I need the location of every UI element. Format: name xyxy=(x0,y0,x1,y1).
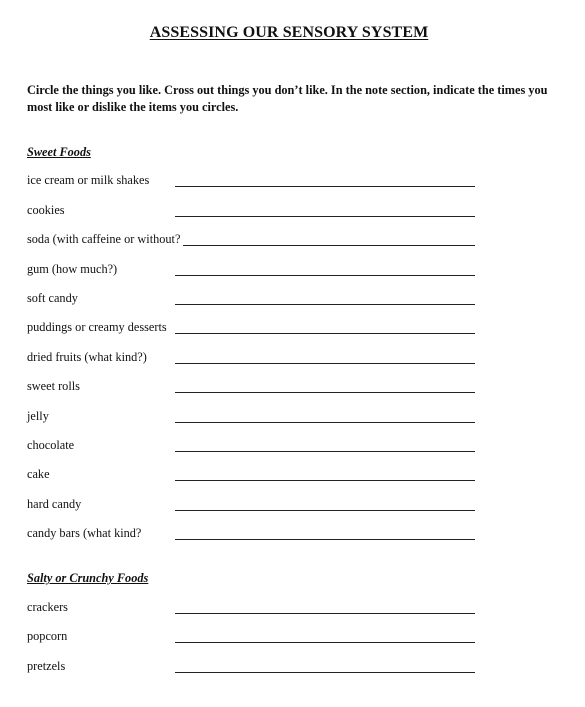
note-line[interactable] xyxy=(175,613,475,614)
note-line[interactable] xyxy=(175,422,475,423)
list-item xyxy=(27,438,487,456)
item-label: jelly xyxy=(27,409,49,423)
note-line[interactable] xyxy=(175,672,475,673)
section-title-sweet-foods: Sweet Foods xyxy=(27,145,91,159)
item-label: dried fruits (what kind?) xyxy=(27,350,147,364)
item-label: candy bars (what kind? xyxy=(27,526,142,540)
note-line[interactable] xyxy=(175,510,475,511)
note-line[interactable] xyxy=(175,539,475,540)
item-label: gum (how much?) xyxy=(27,262,118,276)
page-title: ASSESSING OUR SENSORY SYSTEM xyxy=(149,24,429,41)
note-line[interactable] xyxy=(175,363,475,364)
list-item xyxy=(27,320,487,338)
item-label: soda (with caffeine or without? xyxy=(27,232,181,246)
list-item xyxy=(27,203,487,221)
list-item xyxy=(27,350,487,368)
list-item xyxy=(27,600,487,618)
note-line[interactable] xyxy=(175,275,475,276)
note-line[interactable] xyxy=(175,216,475,217)
list-item xyxy=(27,409,487,427)
section-title-salty-crunchy-foods: Salty or Crunchy Foods xyxy=(27,571,149,585)
item-label: ice cream or milk shakes xyxy=(27,173,150,187)
item-label: sweet rolls xyxy=(27,379,80,393)
list-item xyxy=(27,497,487,515)
note-line[interactable] xyxy=(175,392,475,393)
item-label: popcorn xyxy=(27,629,68,643)
note-line[interactable] xyxy=(175,304,475,305)
list-item xyxy=(27,467,487,485)
note-line[interactable] xyxy=(175,642,475,643)
item-label: crackers xyxy=(27,600,68,614)
note-line[interactable] xyxy=(175,451,475,452)
item-label: puddings or creamy desserts xyxy=(27,320,167,334)
item-label: chocolate xyxy=(27,438,75,452)
item-label: pretzels xyxy=(27,659,66,673)
list-item xyxy=(27,659,487,677)
list-item xyxy=(27,173,487,191)
list-item xyxy=(27,629,487,647)
item-label: cake xyxy=(27,467,50,481)
list-item xyxy=(27,379,487,397)
note-line[interactable] xyxy=(175,333,475,334)
list-item xyxy=(27,232,487,250)
list-item xyxy=(27,526,487,544)
note-line[interactable] xyxy=(175,186,475,187)
note-line[interactable] xyxy=(175,480,475,481)
note-line[interactable] xyxy=(183,245,475,246)
list-item xyxy=(27,291,487,309)
item-label: hard candy xyxy=(27,497,82,511)
item-label: soft candy xyxy=(27,291,78,305)
list-item xyxy=(27,262,487,280)
instructions-text: Circle the things you like. Cross out things you don’t like. In the note section, indicate the times you most like or dislike the items you circles. xyxy=(27,83,548,114)
item-label: cookies xyxy=(27,203,65,217)
